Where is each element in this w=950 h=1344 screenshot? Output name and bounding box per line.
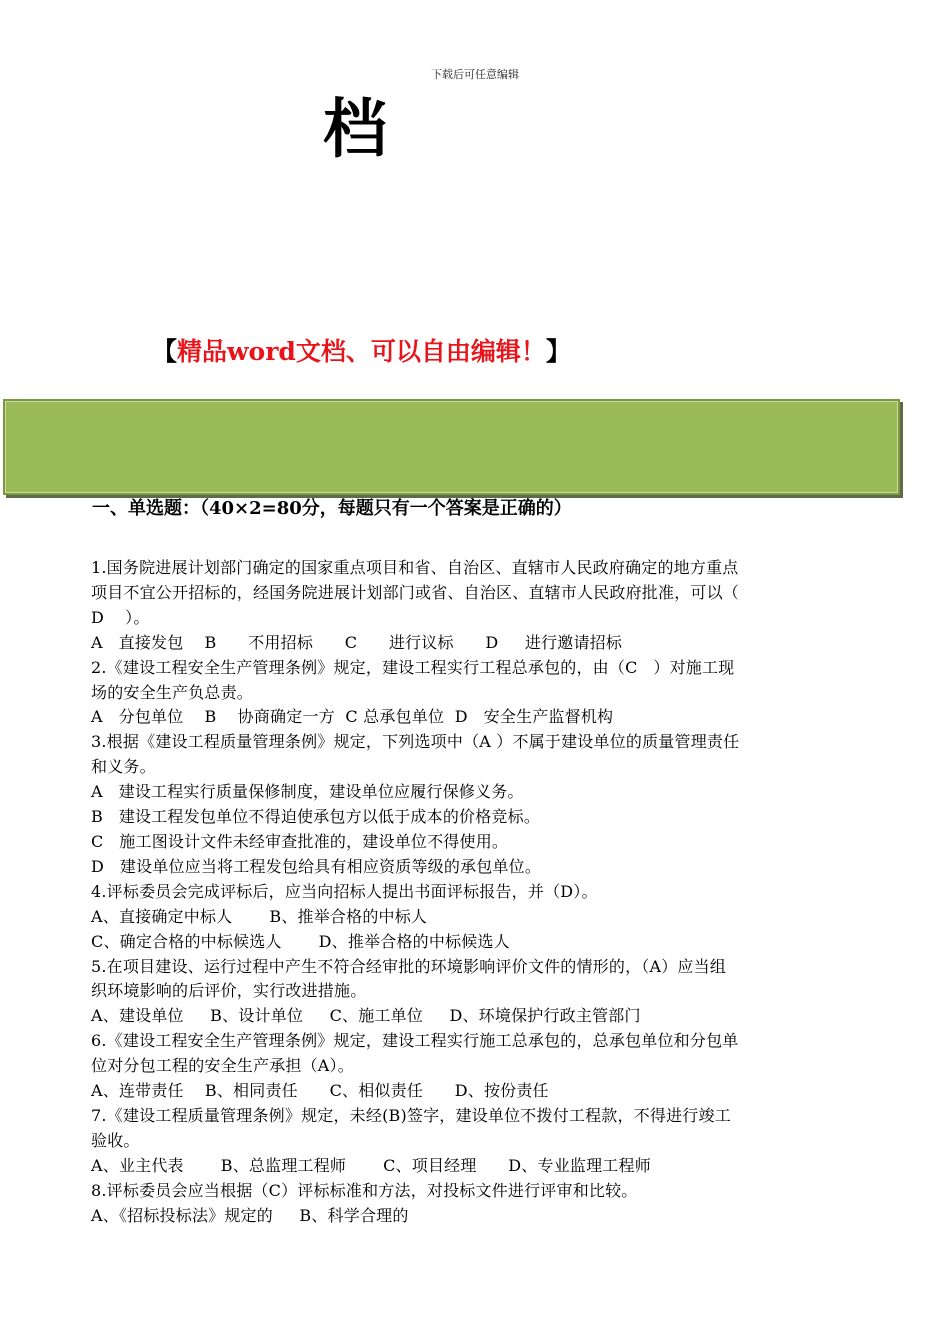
question-line: 场的安全生产负总责。 <box>91 682 254 702</box>
question-line: A 建设工程实行质量保修制度，建设单位应履行保修义务。 <box>91 782 524 802</box>
question-line: A 直接发包 B 不用招标 C 进行议标 D 进行邀请招标 <box>91 632 623 652</box>
question-line: 织环境影响的后评价，实行改进措施。 <box>91 981 367 1001</box>
question-line: D 建设单位应当将工程发包给具有相应资质等级的承包单位。 <box>91 856 542 876</box>
question-line: 4.评标委员会完成评标后，应当向招标人提出书面评标报告，并（D）。 <box>91 881 598 901</box>
question-line: A 分包单位 B 协商确定一方 C 总承包单位 D 安全生产监督机构 <box>91 707 614 727</box>
question-line: 8.评标委员会应当根据（C）评标标准和方法，对投标文件进行评审和比较。 <box>91 1180 638 1200</box>
question-line: C 施工图设计文件未经审查批准的，建设单位不得使用。 <box>91 831 509 851</box>
question-line: A、直接确定中标人 B、推举合格的中标人 <box>91 906 428 926</box>
question-line: 和义务。 <box>91 757 156 777</box>
question-line: 项目不宜公开招标的，经国务院进展计划部门或省、自治区、直辖市人民政府批准，可以（ <box>91 582 740 602</box>
question-line: 6.《建设工程安全生产管理条例》规定，建设工程实行施工总承包的，总承包单位和分包单 <box>91 1031 739 1051</box>
question-line: A、连带责任 B、相同责任 C、相似责任 D、按份责任 <box>91 1081 549 1101</box>
question-line: 2.《建设工程安全生产管理条例》规定，建设工程实行工程总承包的，由（C ）对施工现 <box>91 657 735 677</box>
page-header-note: 下载后可任意编辑 <box>431 68 519 81</box>
large-title-character: 档 <box>323 93 387 167</box>
question-line: A、《招标投标法》规定的 B、科学合理的 <box>91 1205 409 1225</box>
question-line: D ）。 <box>91 607 150 627</box>
promo-close-bracket: 】 <box>545 337 571 366</box>
section-title: 一、单选题：（40×2=80分，每题只有一个答案是正确的） <box>92 498 572 519</box>
question-line: 1.国务院进展计划部门确定的国家重点项目和省、自治区、直辖市人民政府确定的地方重点 <box>91 558 739 577</box>
green-banner-box <box>3 399 900 495</box>
question-line: 验收。 <box>91 1130 140 1150</box>
question-line: 3.根据《建设工程质量管理条例》规定，下列选项中（A ）不属于建设单位的质量管理责任 <box>91 732 740 752</box>
question-content <box>91 556 861 1228</box>
promo-banner-text <box>152 332 571 368</box>
question-line: 5.在项目建设、运行过程中产生不符合经审批的环境影响评价文件的情形的，（A）应当组 <box>91 956 727 976</box>
promo-open-bracket: 【 <box>152 337 178 366</box>
question-line: A、建设单位 B、设计单位 C、施工单位 D、环境保护行政主管部门 <box>91 1006 641 1026</box>
question-line: B 建设工程发包单位不得迫使承包方以低于成本的价格竞标。 <box>91 807 541 827</box>
question-line: C、确定合格的中标候选人 D、推举合格的中标候选人 <box>91 931 510 951</box>
promo-text: 精品word文档、可以自由编辑！ <box>177 337 546 366</box>
question-line: 位对分包工程的安全生产承担（A）。 <box>91 1056 354 1076</box>
question-line: 7.《建设工程质量管理条例》规定，未经(B)签字，建设单位不拨付工程款，不得进行竣工 <box>91 1105 731 1125</box>
question-line: A、业主代表 B、总监理工程师 C、项目经理 D、专业监理工程师 <box>91 1155 651 1175</box>
